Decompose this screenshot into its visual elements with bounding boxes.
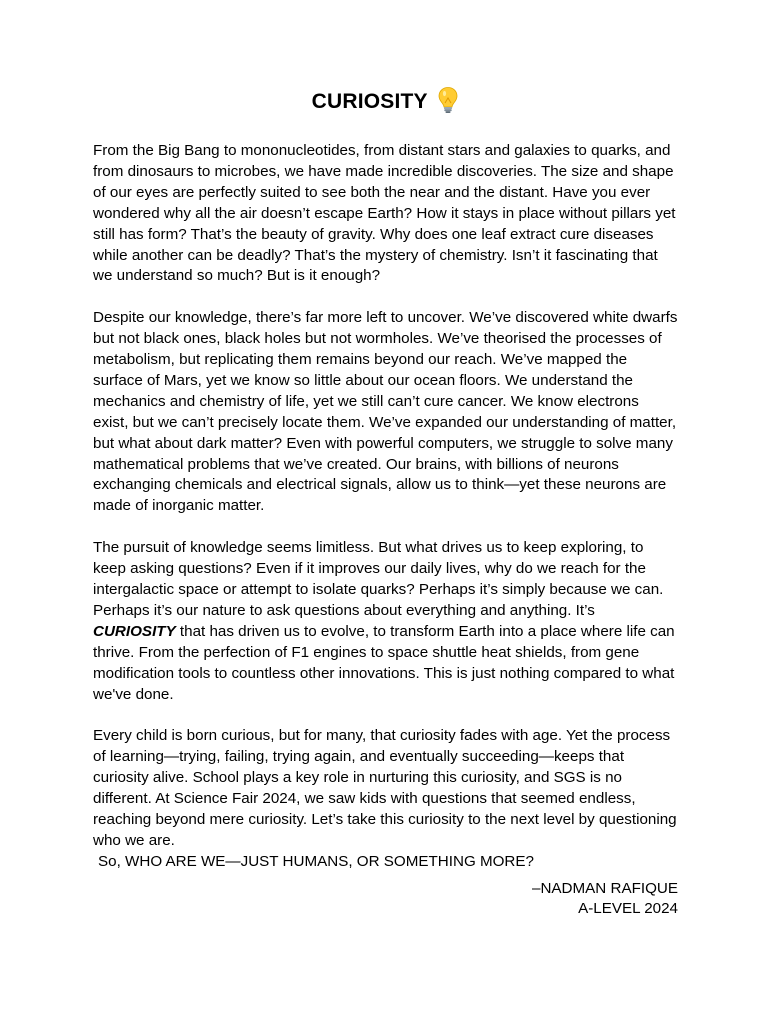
paragraph-1: From the Big Bang to mononucleotides, from distant stars and galaxies to quarks, and from dinosaurs to microbes, we have made incredible discoveries. The size and shape of our eyes are perfectly suited to see both the near and the distant. Have you ever wondered why all the air doesn’t escape Earth? How it stays in place without pillars yet still has form? That’s the beauty of gravity. Why does one leaf extract cure diseases while another can be deadly? That’s the mystery of chemistry. Isn’t it fascinating that we understand so much? But is it enough? [93,142,676,285]
paragraph-3-text-end: that has driven us to evolve, to transform Earth into a place where life can thrive. From the perfection of F1 engines to space shuttle heat shields, from gene modification tools to countless other innovations. This is just nothing compared to what we've done. [93,622,675,703]
title-text: CURIOSITY [311,90,428,113]
paragraph-3-text-start: The pursuit of knowledge seems limitless. But what drives us to keep exploring, to keep asking questions? Even if it improves our daily lives, why do we reach for the intergalactic space or attempt to isolate quarks? Perhaps it’s simply because we can. Perhaps it’s our nature to ask questions about everything and anything. It’s [93,539,664,619]
paragraph-4: Every child is born curious, but for many, that curiosity fades with age. Yet the process of learning—trying, failing, trying again, and eventually succeeding—keeps that curiosity alive. School plays a key role in nurturing this curiosity, and SGS is no different. At Science Fair 2024, we saw kids with questions that seemed endless, reaching beyond mere curiosity. Let’s take this curiosity to the next level by questioning who we are. [93,727,677,849]
page-title [93,86,678,118]
paragraph-2: Despite our knowledge, there’s far more left to uncover. We’ve discovered white dwarfs but not black ones, black holes but not wormholes. We’ve theorised the processes of metabolism, but replicating them remains beyond our reach. We’ve mapped the surface of Mars, yet we know so little about our ocean floors. We understand the mechanics and chemistry of life, yet we still can’t cure cancer. We know electrons exist, but we can’t precisely locate them. We’ve expanded our understanding of matter, but what about dark matter? Even with powerful computers, we struggle to solve many mathematical problems that we’ve created. Our brains, with billions of neurons exchanging chemicals and electrical signals, allow us to think—yet these neurons are made of inorganic matter. [93,309,678,515]
paragraph-3 [93,538,678,705]
closing-question: So, WHO ARE WE—JUST HUMANS, OR SOMETHING MORE? [98,852,534,870]
curiosity-emphasis: CURIOSITY [93,622,176,640]
signature-block [93,879,678,919]
author-class: A-LEVEL 2024 [578,899,678,917]
lightbulb-icon [437,86,459,114]
document-page [93,86,678,919]
author-name: –NADMAN RAFIQUE [532,879,678,897]
